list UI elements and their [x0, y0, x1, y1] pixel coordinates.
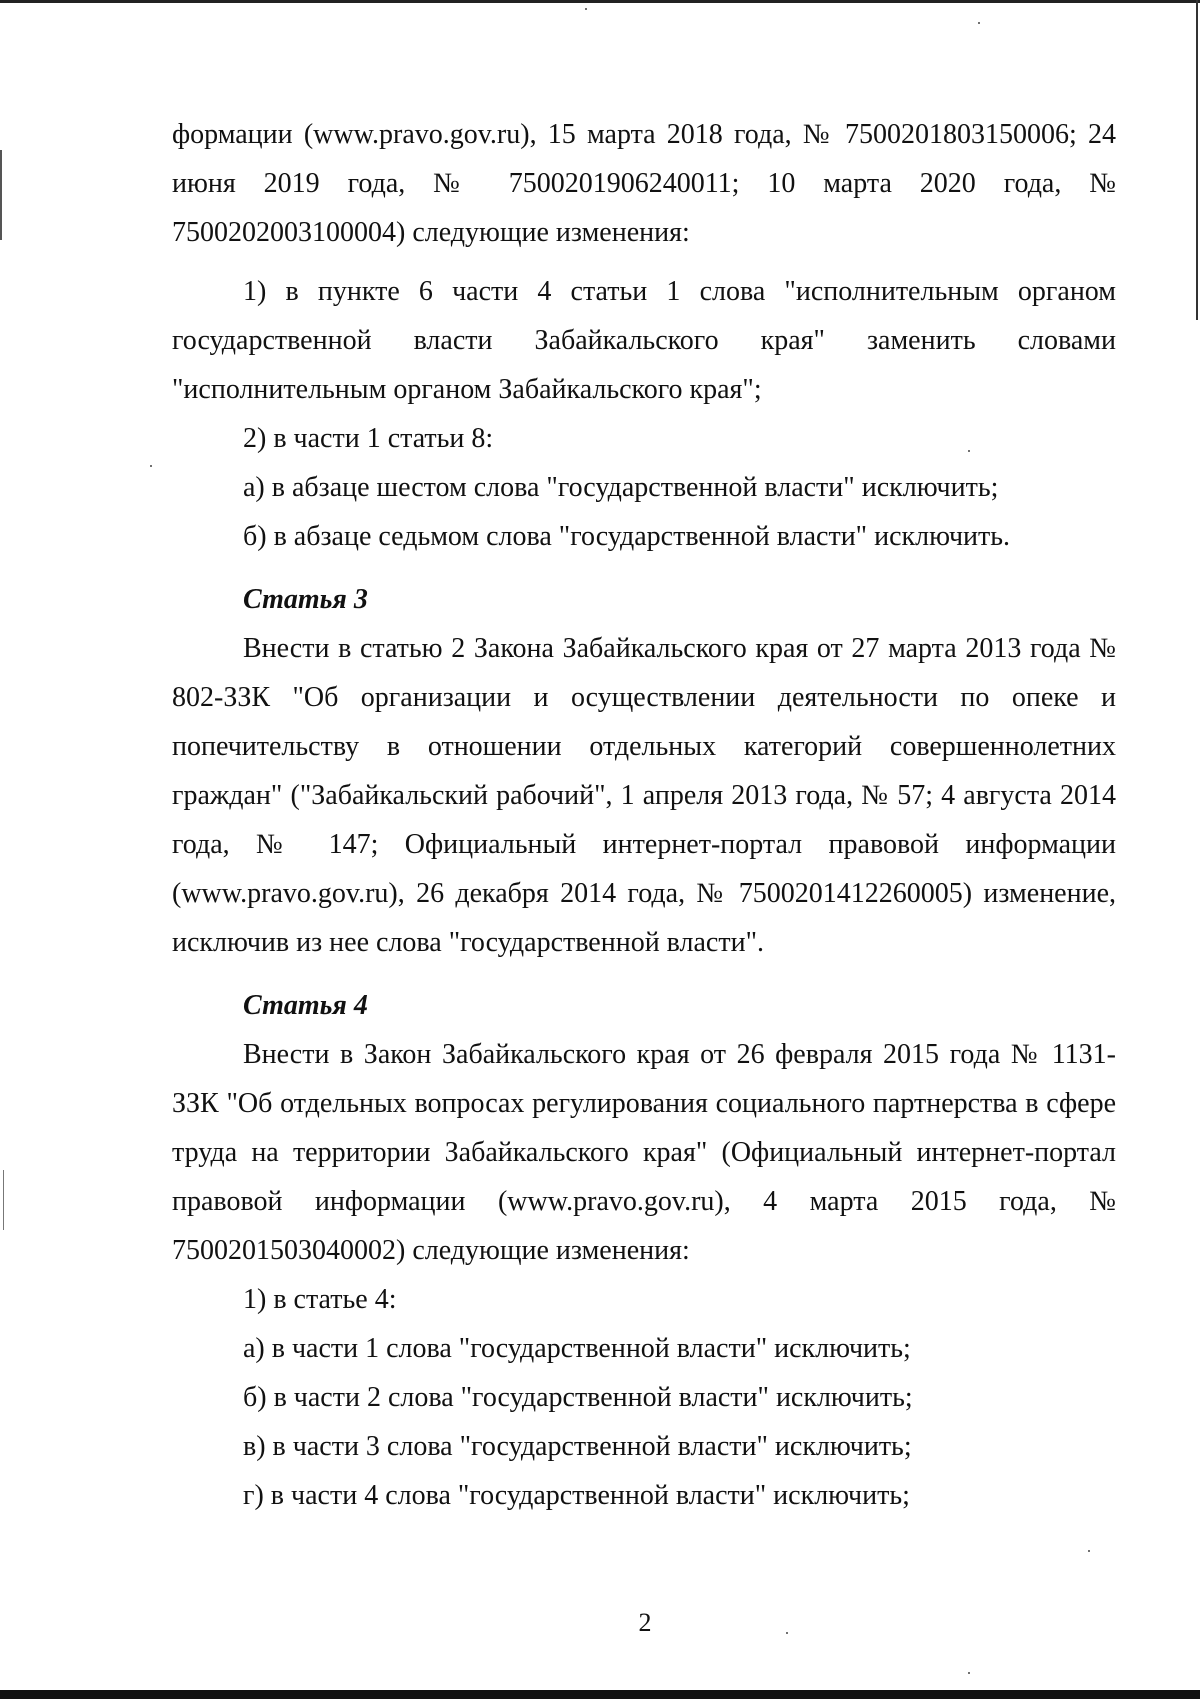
list-item: в) в части 3 слова "государственной власти" исключить;	[243, 1431, 912, 1462]
paragraph: формации (www.pravo.gov.ru), 15 марта 2018 года, № 7500201803150006; 24 июня 2019 года, № 7500201906240011; 10 марта 2020 года, № 7500202003100004) следующие изменения:	[172, 119, 1116, 248]
paragraph: Внести в Закон Забайкальского края от 26 февраля 2015 года № 1131-ЗЗК "Об отдельных вопросах регулирования социального партнерства в сфере труда на территории Забайкальского края" (Официальный интернет-портал правовой информации (www.pravo.gov.ru), 4 марта 2015 года, № 7500201503040002) следующие изменения:	[172, 1039, 1116, 1266]
list-item: 1) в статье 4:	[243, 1284, 397, 1315]
article-heading: Статья 3	[243, 584, 368, 615]
list-item: б) в части 2 слова "государственной власти" исключить;	[243, 1382, 913, 1413]
list-item: г) в части 4 слова "государственной власти" исключить;	[243, 1480, 910, 1511]
scan-mark-left	[0, 150, 2, 240]
document-body	[172, 110, 1116, 1520]
paragraph: 1) в пункте 6 части 4 статьи 1 слова "исполнительным органом государственной власти Забайкальского края" заменить словами "исполнительным органом Забайкальского края";	[172, 276, 1116, 405]
scan-speck	[1088, 1550, 1090, 1552]
page-number: 2	[638, 1608, 652, 1637]
scan-border-bottom	[0, 1690, 1200, 1699]
scan-speck	[968, 1672, 970, 1674]
article-heading: Статья 4	[243, 990, 368, 1021]
scan-speck	[585, 8, 587, 10]
scan-border-top	[0, 0, 1200, 3]
paragraph: Внести в статью 2 Закона Забайкальского края от 27 марта 2013 года № 802-ЗЗК "Об организации и осуществлении деятельности по опеке и попечительству в отношении отдельных категорий совершеннолетних граждан" ("Забайкальский рабочий", 1 апреля 2013 года, № 57; 4 августа 2014 года, № 147; Официальный интернет-портал правовой информации (www.pravo.gov.ru), 26 декабря 2014 года, № 7500201412260005) изменение, исключив из нее слова "государственной власти".	[172, 633, 1116, 958]
scan-speck	[150, 465, 152, 467]
scan-border-right	[1196, 0, 1198, 320]
list-item: а) в абзаце шестом слова "государственной власти" исключить;	[243, 472, 999, 503]
list-item: б) в абзаце седьмом слова "государственной власти" исключить.	[243, 521, 1011, 552]
scan-speck	[978, 22, 980, 24]
list-item: а) в части 1 слова "государственной власти" исключить;	[243, 1333, 911, 1364]
scan-mark-left	[3, 1170, 4, 1230]
list-item: 2) в части 1 статьи 8:	[243, 423, 494, 454]
